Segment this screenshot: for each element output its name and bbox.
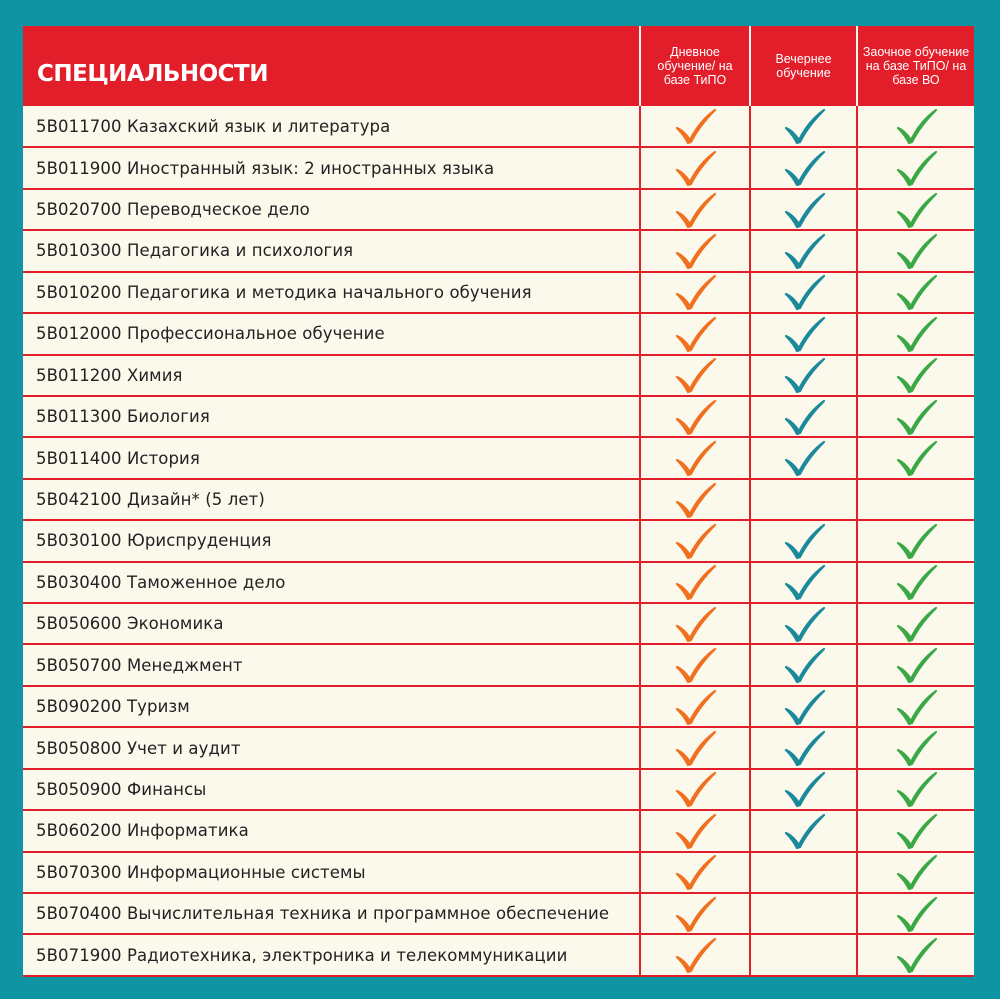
specialty-name: 5В010300 Педагогика и психология	[23, 230, 640, 271]
green-check-icon	[894, 647, 938, 683]
mark-cell-day	[640, 106, 750, 147]
table-row	[23, 313, 974, 354]
mark-cell-day	[640, 147, 750, 188]
mark-cell-day	[640, 686, 750, 727]
orange-check-icon	[673, 482, 717, 518]
mark-cell-correspondence	[857, 396, 974, 437]
table-row	[23, 686, 974, 727]
mark-cell-evening	[750, 437, 857, 478]
green-check-icon	[894, 689, 938, 725]
teal-check-icon	[782, 647, 826, 683]
teal-check-icon	[782, 606, 826, 642]
specialty-name: 5В071900 Радиотехника, электроника и телекоммуникации	[23, 934, 640, 975]
teal-check-icon	[782, 523, 826, 559]
specialty-name: 5В030400 Таможенное дело	[23, 562, 640, 603]
mark-cell-correspondence	[857, 313, 974, 354]
teal-check-icon	[782, 192, 826, 228]
mark-cell-day	[640, 810, 750, 851]
teal-check-icon	[782, 316, 826, 352]
orange-check-icon	[673, 854, 717, 890]
table-row	[23, 230, 974, 271]
specialty-name: 5В050700 Менеджмент	[23, 644, 640, 685]
mark-cell-correspondence	[857, 189, 974, 230]
specialty-name: 5В050600 Экономика	[23, 603, 640, 644]
mark-cell-evening	[750, 769, 857, 810]
table-row	[23, 272, 974, 313]
specialties-panel	[23, 26, 974, 976]
mark-cell-correspondence	[857, 562, 974, 603]
specialty-name: 5В042100 Дизайн* (5 лет)	[23, 479, 640, 520]
orange-check-icon	[673, 108, 717, 144]
mark-cell-evening	[750, 644, 857, 685]
table-row	[23, 562, 974, 603]
teal-check-icon	[782, 150, 826, 186]
teal-check-icon	[782, 730, 826, 766]
orange-check-icon	[673, 150, 717, 186]
orange-check-icon	[673, 274, 717, 310]
mark-cell-day	[640, 437, 750, 478]
column-header-correspondence: Заочное обучение на базе ТиПО/ на базе ВО	[857, 26, 974, 106]
green-check-icon	[894, 399, 938, 435]
mark-cell-evening	[750, 562, 857, 603]
mark-cell-day	[640, 313, 750, 354]
green-check-icon	[894, 730, 938, 766]
teal-check-icon	[782, 274, 826, 310]
table-row	[23, 355, 974, 396]
mark-cell-evening	[750, 810, 857, 851]
mark-cell-correspondence	[857, 272, 974, 313]
teal-check-icon	[782, 689, 826, 725]
mark-cell-evening	[750, 934, 857, 975]
mark-cell-correspondence	[857, 852, 974, 893]
mark-cell-evening	[750, 727, 857, 768]
specialty-name: 5В050900 Финансы	[23, 769, 640, 810]
table-row	[23, 893, 974, 934]
table-row	[23, 189, 974, 230]
orange-check-icon	[673, 813, 717, 849]
orange-check-icon	[673, 233, 717, 269]
mark-cell-correspondence	[857, 230, 974, 271]
mark-cell-day	[640, 893, 750, 934]
mark-cell-evening	[750, 147, 857, 188]
specialty-name: 5В011900 Иностранный язык: 2 иностранных языка	[23, 147, 640, 188]
mark-cell-correspondence	[857, 603, 974, 644]
table-body	[23, 106, 974, 976]
orange-check-icon	[673, 357, 717, 393]
table-title: СПЕЦИАЛЬНОСТИ	[23, 26, 640, 106]
mark-cell-evening	[750, 396, 857, 437]
specialty-name: 5В011200 Химия	[23, 355, 640, 396]
green-check-icon	[894, 440, 938, 476]
table-row	[23, 644, 974, 685]
green-check-icon	[894, 274, 938, 310]
mark-cell-evening	[750, 686, 857, 727]
mark-cell-day	[640, 355, 750, 396]
specialty-name: 5В070300 Информационные системы	[23, 852, 640, 893]
teal-check-icon	[782, 357, 826, 393]
mark-cell-correspondence	[857, 355, 974, 396]
table-row	[23, 852, 974, 893]
specialty-name: 5В011300 Биология	[23, 396, 640, 437]
mark-cell-evening	[750, 520, 857, 561]
specialty-name: 5В090200 Туризм	[23, 686, 640, 727]
orange-check-icon	[673, 606, 717, 642]
mark-cell-correspondence	[857, 727, 974, 768]
green-check-icon	[894, 854, 938, 890]
table-row	[23, 934, 974, 975]
mark-cell-day	[640, 769, 750, 810]
orange-check-icon	[673, 564, 717, 600]
green-check-icon	[894, 606, 938, 642]
table-row	[23, 147, 974, 188]
table-row	[23, 396, 974, 437]
specialty-name: 5В050800 Учет и аудит	[23, 727, 640, 768]
mark-cell-correspondence	[857, 437, 974, 478]
table-row	[23, 437, 974, 478]
mark-cell-day	[640, 603, 750, 644]
mark-cell-day	[640, 272, 750, 313]
mark-cell-evening	[750, 272, 857, 313]
mark-cell-day	[640, 852, 750, 893]
green-check-icon	[894, 896, 938, 932]
mark-cell-day	[640, 479, 750, 520]
column-header-evening: Вечернее обучение	[750, 26, 857, 106]
green-check-icon	[894, 233, 938, 269]
teal-check-icon	[782, 233, 826, 269]
mark-cell-correspondence	[857, 520, 974, 561]
table-header-row	[23, 26, 974, 106]
mark-cell-correspondence	[857, 769, 974, 810]
mark-cell-correspondence	[857, 644, 974, 685]
green-check-icon	[894, 771, 938, 807]
table-row	[23, 106, 974, 147]
teal-check-icon	[782, 108, 826, 144]
mark-cell-day	[640, 189, 750, 230]
mark-cell-evening	[750, 852, 857, 893]
mark-cell-evening	[750, 106, 857, 147]
table-row	[23, 603, 974, 644]
mark-cell-evening	[750, 893, 857, 934]
green-check-icon	[894, 937, 938, 973]
mark-cell-correspondence	[857, 147, 974, 188]
mark-cell-day	[640, 562, 750, 603]
mark-cell-evening	[750, 355, 857, 396]
green-check-icon	[894, 192, 938, 228]
green-check-icon	[894, 564, 938, 600]
specialty-name: 5В070400 Вычислительная техника и программное обеспечение	[23, 893, 640, 934]
orange-check-icon	[673, 523, 717, 559]
mark-cell-evening	[750, 479, 857, 520]
green-check-icon	[894, 357, 938, 393]
specialty-name: 5В011700 Казахский язык и литература	[23, 106, 640, 147]
specialty-name: 5В011400 История	[23, 437, 640, 478]
orange-check-icon	[673, 440, 717, 476]
teal-check-icon	[782, 564, 826, 600]
orange-check-icon	[673, 937, 717, 973]
green-check-icon	[894, 523, 938, 559]
mark-cell-day	[640, 520, 750, 561]
teal-check-icon	[782, 440, 826, 476]
teal-check-icon	[782, 813, 826, 849]
table-row	[23, 769, 974, 810]
green-check-icon	[894, 108, 938, 144]
column-header-day: Дневное обучение/ на базе ТиПО	[640, 26, 750, 106]
orange-check-icon	[673, 399, 717, 435]
table-row	[23, 727, 974, 768]
teal-check-icon	[782, 771, 826, 807]
green-check-icon	[894, 316, 938, 352]
green-check-icon	[894, 813, 938, 849]
orange-check-icon	[673, 647, 717, 683]
mark-cell-correspondence	[857, 479, 974, 520]
mark-cell-correspondence	[857, 934, 974, 975]
specialty-name: 5В020700 Переводческое дело	[23, 189, 640, 230]
specialties-table	[23, 26, 974, 977]
mark-cell-day	[640, 644, 750, 685]
teal-check-icon	[782, 399, 826, 435]
mark-cell-day	[640, 230, 750, 271]
orange-check-icon	[673, 896, 717, 932]
green-check-icon	[894, 150, 938, 186]
orange-check-icon	[673, 316, 717, 352]
orange-check-icon	[673, 689, 717, 725]
table-row	[23, 479, 974, 520]
specialty-name: 5В012000 Профессиональное обучение	[23, 313, 640, 354]
mark-cell-correspondence	[857, 686, 974, 727]
mark-cell-day	[640, 727, 750, 768]
specialty-name: 5В010200 Педагогика и методика начального обучения	[23, 272, 640, 313]
mark-cell-evening	[750, 189, 857, 230]
specialty-name: 5В030100 Юриспруденция	[23, 520, 640, 561]
mark-cell-correspondence	[857, 893, 974, 934]
mark-cell-evening	[750, 603, 857, 644]
orange-check-icon	[673, 771, 717, 807]
mark-cell-evening	[750, 230, 857, 271]
mark-cell-day	[640, 396, 750, 437]
orange-check-icon	[673, 192, 717, 228]
specialty-name: 5В060200 Информатика	[23, 810, 640, 851]
table-row	[23, 810, 974, 851]
table-row	[23, 520, 974, 561]
mark-cell-day	[640, 934, 750, 975]
mark-cell-correspondence	[857, 810, 974, 851]
orange-check-icon	[673, 730, 717, 766]
mark-cell-evening	[750, 313, 857, 354]
mark-cell-correspondence	[857, 106, 974, 147]
